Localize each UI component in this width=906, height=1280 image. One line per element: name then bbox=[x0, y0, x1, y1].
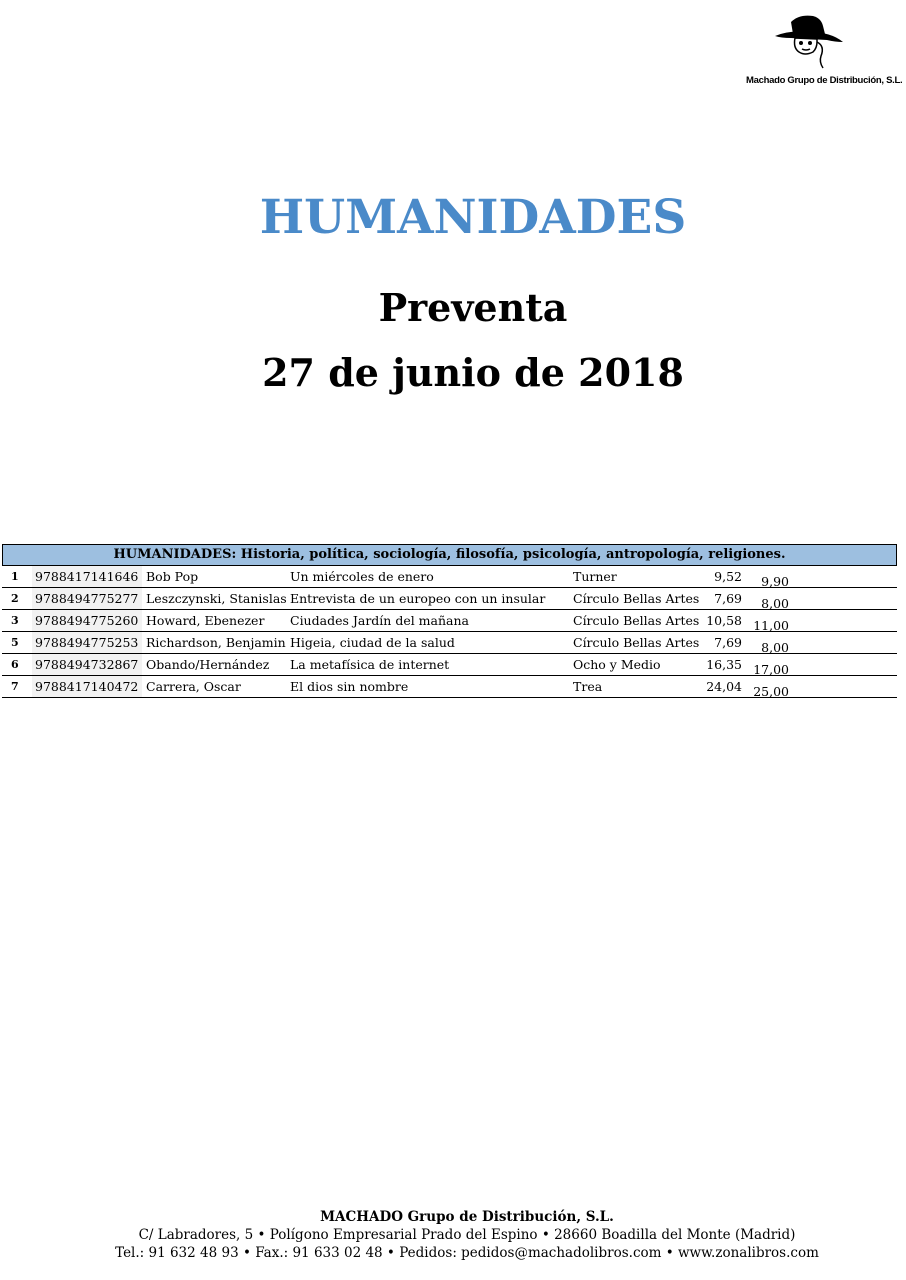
row-number: 5 bbox=[11, 636, 19, 649]
books-table bbox=[2, 544, 897, 698]
row-isbn: 9788494775260 bbox=[32, 610, 142, 631]
page-title: HUMANIDADES bbox=[259, 190, 687, 245]
row-price-net: 7,69 bbox=[714, 635, 742, 650]
row-title: La metafísica de internet bbox=[290, 657, 450, 672]
row-title: El dios sin nombre bbox=[290, 679, 409, 694]
row-publisher: Turner bbox=[573, 569, 617, 584]
table-row bbox=[2, 654, 897, 676]
row-publisher: Círculo Bellas Artes bbox=[573, 613, 700, 628]
row-title: Higeia, ciudad de la salud bbox=[290, 635, 455, 650]
row-isbn: 9788417140472 bbox=[32, 676, 142, 697]
company-logo bbox=[746, 12, 903, 92]
row-title: Un miércoles de enero bbox=[290, 569, 434, 584]
footer-address: C/ Labradores, 5 • Polígono Empresarial Prado del Espino • 28660 Boadilla del Monte (Madrid) bbox=[138, 1227, 796, 1243]
row-price-pvp: 11,00 bbox=[753, 618, 789, 633]
row-number: 2 bbox=[11, 592, 19, 605]
table-row bbox=[2, 566, 897, 588]
row-publisher: Círculo Bellas Artes bbox=[573, 591, 700, 606]
row-author: Obando/Hernández bbox=[146, 657, 270, 672]
row-price-net: 9,52 bbox=[714, 569, 742, 584]
table-row bbox=[2, 632, 897, 654]
row-price-pvp: 8,00 bbox=[761, 596, 789, 611]
row-author: Howard, Ebenezer bbox=[146, 613, 265, 628]
row-price-pvp: 25,00 bbox=[753, 684, 789, 699]
row-author: Carrera, Oscar bbox=[146, 679, 241, 694]
row-author: Leszczynski, Stanislas bbox=[146, 591, 287, 606]
table-row bbox=[2, 610, 897, 632]
logo-company-name: Machado Grupo de Distribución, S.L. bbox=[746, 75, 903, 86]
row-title: Ciudades Jardín del mañana bbox=[290, 613, 469, 628]
row-isbn: 9788494775253 bbox=[32, 632, 142, 653]
table-row bbox=[2, 588, 897, 610]
row-price-pvp: 9,90 bbox=[761, 574, 789, 589]
table-row bbox=[2, 676, 897, 698]
table-section-header: HUMANIDADES: Historia, política, sociología, filosofía, psicología, antropología, religiones. bbox=[2, 544, 897, 566]
row-title: Entrevista de un europeo con un insular bbox=[290, 591, 546, 606]
row-price-net: 10,58 bbox=[706, 613, 742, 628]
row-author: Richardson, Benjamin bbox=[146, 635, 286, 650]
row-number: 3 bbox=[11, 614, 19, 627]
row-price-net: 24,04 bbox=[706, 679, 742, 694]
row-isbn: 9788494732867 bbox=[32, 654, 142, 675]
row-publisher: Ocho y Medio bbox=[573, 657, 661, 672]
footer-contact: Tel.: 91 632 48 93 • Fax.: 91 633 02 48 • Pedidos: pedidos@machadolibros.com • www.zonalibros.com bbox=[115, 1245, 819, 1261]
row-isbn: 9788417141646 bbox=[32, 566, 142, 587]
row-number: 6 bbox=[11, 658, 19, 671]
row-price-net: 7,69 bbox=[714, 591, 742, 606]
page-footer bbox=[0, 1208, 906, 1262]
row-number: 1 bbox=[11, 570, 19, 583]
row-isbn: 9788494775277 bbox=[32, 588, 142, 609]
page-date: 27 de junio de 2018 bbox=[262, 350, 684, 395]
row-price-pvp: 8,00 bbox=[761, 640, 789, 655]
row-number: 7 bbox=[11, 680, 19, 693]
row-publisher: Círculo Bellas Artes bbox=[573, 635, 700, 650]
page-subtitle: Preventa bbox=[378, 285, 568, 330]
row-price-net: 16,35 bbox=[706, 657, 742, 672]
row-publisher: Trea bbox=[573, 679, 603, 694]
table-body bbox=[2, 566, 897, 698]
hat-man-icon bbox=[769, 12, 849, 70]
row-author: Bob Pop bbox=[146, 569, 199, 584]
footer-company: MACHADO Grupo de Distribución, S.L. bbox=[320, 1209, 614, 1225]
row-price-pvp: 17,00 bbox=[753, 662, 789, 677]
